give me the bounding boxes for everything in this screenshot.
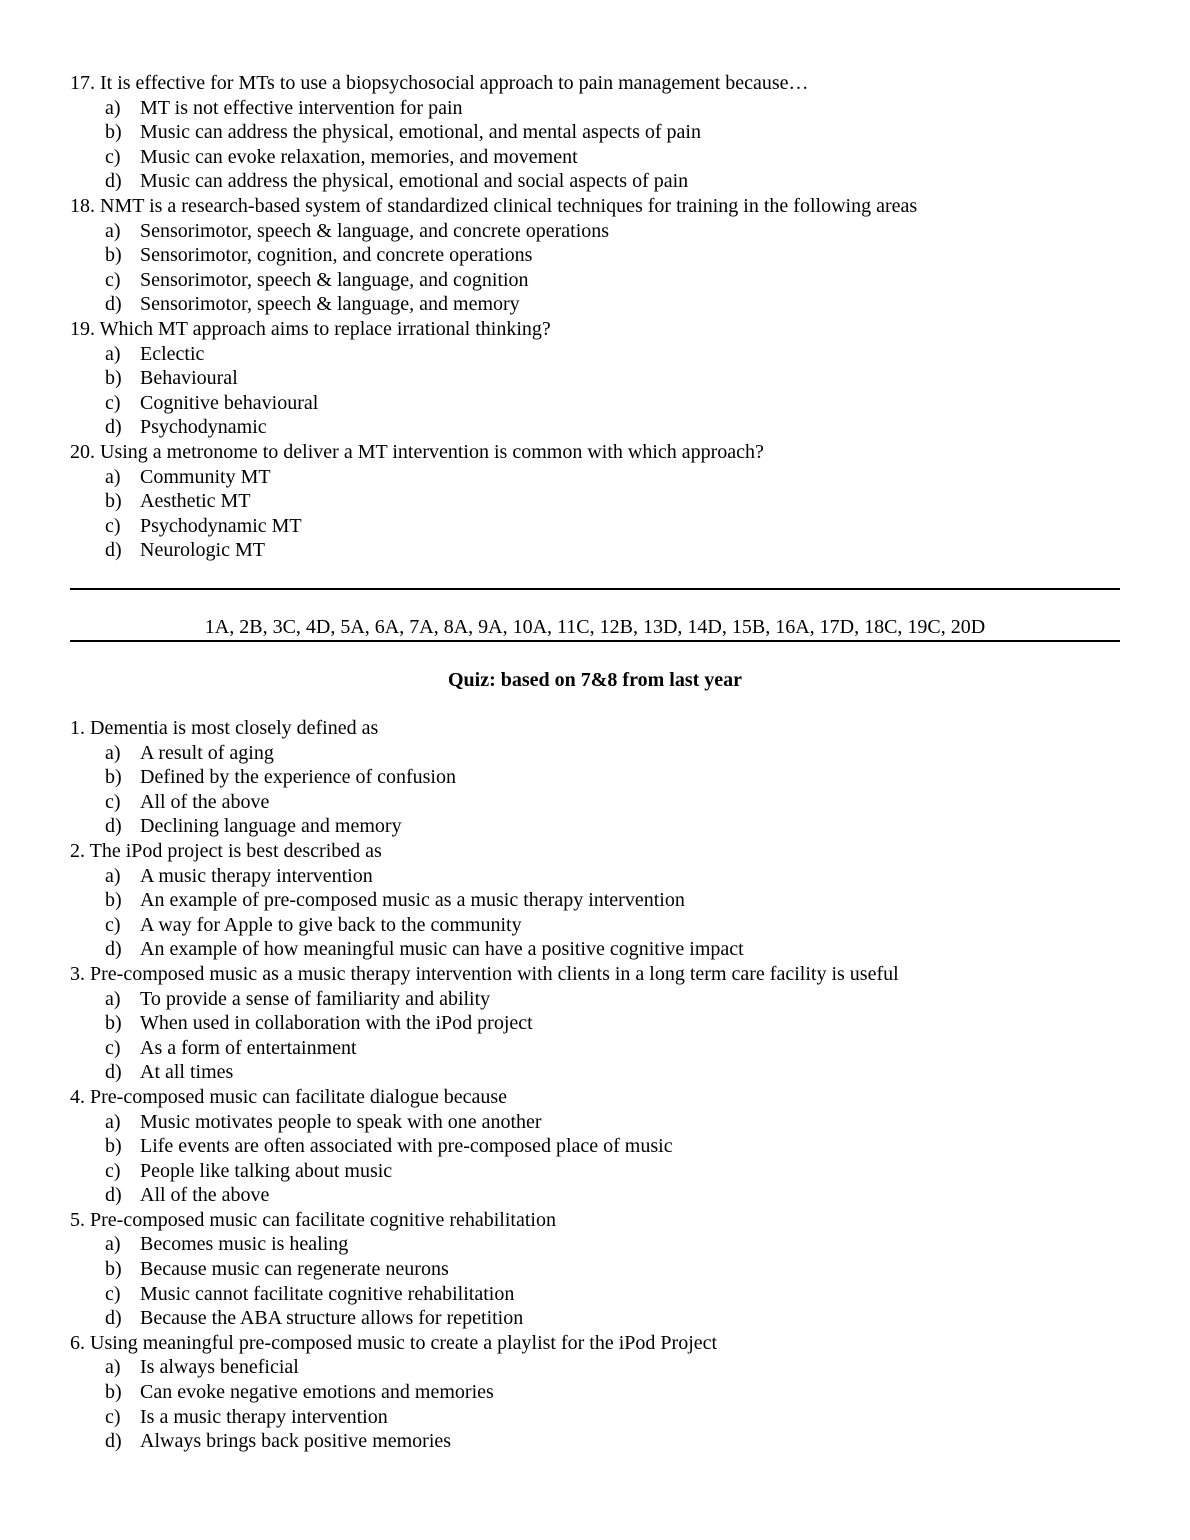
option-a xyxy=(70,1355,1120,1380)
quiz-title: Quiz: based on 7&8 from last year xyxy=(447,669,743,691)
option-text: Defined by the experience of confusion xyxy=(140,766,456,789)
option-letter: c) xyxy=(105,268,121,291)
question-text: 4. Pre-composed music can facilitate dialogue because xyxy=(70,1085,508,1108)
option-d xyxy=(70,1306,1120,1331)
option-c xyxy=(70,145,1120,170)
option-letter: c) xyxy=(105,391,121,414)
option-letter: b) xyxy=(105,1135,122,1158)
option-b xyxy=(70,765,1120,790)
option-text: Becomes music is healing xyxy=(140,1233,349,1256)
option-a xyxy=(70,219,1120,244)
option-letter: c) xyxy=(105,514,121,537)
option-text: All of the above xyxy=(140,1184,270,1207)
option-text: People like talking about music xyxy=(140,1159,393,1182)
option-text: As a form of entertainment xyxy=(140,1036,357,1059)
option-c xyxy=(70,268,1120,293)
option-letter: d) xyxy=(105,1061,122,1084)
question-1 xyxy=(70,716,1120,839)
option-letter: b) xyxy=(105,367,122,390)
option-letter: a) xyxy=(105,1233,121,1256)
divider-bottom xyxy=(70,640,1120,642)
option-text: A way for Apple to give back to the community xyxy=(140,913,522,936)
option-letter: c) xyxy=(105,1405,121,1428)
option-letter: a) xyxy=(105,96,121,119)
option-letter: c) xyxy=(105,1159,121,1182)
option-c xyxy=(70,790,1120,815)
question-3 xyxy=(70,962,1120,1085)
option-letter: a) xyxy=(105,219,121,242)
option-a xyxy=(70,741,1120,766)
option-letter: b) xyxy=(105,766,122,789)
option-letter: a) xyxy=(105,342,121,365)
option-letter: d) xyxy=(105,293,122,316)
option-d xyxy=(70,1060,1120,1085)
option-letter: a) xyxy=(105,1356,121,1379)
option-letter: c) xyxy=(105,1282,121,1305)
question-text: 5. Pre-composed music can facilitate cognitive rehabilitation xyxy=(70,1208,556,1231)
question-list-part-2 xyxy=(70,716,1120,1454)
option-c xyxy=(70,391,1120,416)
option-a xyxy=(70,1110,1120,1135)
option-letter: a) xyxy=(105,987,121,1010)
option-letter: d) xyxy=(105,938,122,961)
option-c xyxy=(70,1159,1120,1184)
option-letter: d) xyxy=(105,170,122,193)
option-text: Neurologic MT xyxy=(140,539,265,562)
option-letter: a) xyxy=(105,465,121,488)
option-text: To provide a sense of familiarity and ability xyxy=(140,987,491,1010)
option-text: Music cannot facilitate cognitive rehabilitation xyxy=(140,1282,515,1305)
option-letter: c) xyxy=(105,790,121,813)
question-17 xyxy=(70,71,1120,194)
option-d xyxy=(70,1429,1120,1454)
option-text: Sensorimotor, speech & language, and concrete operations xyxy=(140,219,610,242)
option-text: An example of pre-composed music as a music therapy intervention xyxy=(140,889,685,912)
option-c xyxy=(70,1405,1120,1430)
option-letter: b) xyxy=(105,1258,122,1281)
option-text: Behavioural xyxy=(140,367,238,390)
option-b xyxy=(70,1380,1120,1405)
option-text: MT is not effective intervention for pain xyxy=(140,96,463,119)
option-text: All of the above xyxy=(140,790,270,813)
option-text: Music can evoke relaxation, memories, and movement xyxy=(140,145,578,168)
option-b xyxy=(70,1134,1120,1159)
option-letter: d) xyxy=(105,416,122,439)
option-letter: d) xyxy=(105,1307,122,1330)
option-b xyxy=(70,489,1120,514)
option-c xyxy=(70,913,1120,938)
option-letter: b) xyxy=(105,490,122,513)
option-text: Life events are often associated with pre-composed place of music xyxy=(140,1135,673,1158)
question-4 xyxy=(70,1085,1120,1208)
option-text: At all times xyxy=(140,1061,234,1084)
option-b xyxy=(70,1011,1120,1036)
option-d xyxy=(70,814,1120,839)
option-c xyxy=(70,514,1120,539)
option-letter: a) xyxy=(105,1110,121,1133)
option-text: Is a music therapy intervention xyxy=(140,1405,388,1428)
question-text: 18. NMT is a research-based system of standardized clinical techniques for training in the following areas xyxy=(70,194,918,217)
option-b xyxy=(70,888,1120,913)
option-text: Cognitive behavioural xyxy=(140,391,319,414)
option-a xyxy=(70,96,1120,121)
option-text: Psychodynamic MT xyxy=(140,514,302,537)
option-letter: c) xyxy=(105,913,121,936)
option-c xyxy=(70,1282,1120,1307)
option-d xyxy=(70,169,1120,194)
question-text: 6. Using meaningful pre-composed music to create a playlist for the iPod Project xyxy=(70,1331,718,1354)
option-d xyxy=(70,1183,1120,1208)
option-text: Sensorimotor, speech & language, and memory xyxy=(140,293,520,316)
option-text: Music can address the physical, emotional, and mental aspects of pain xyxy=(140,121,701,144)
question-18 xyxy=(70,194,1120,317)
option-text: Eclectic xyxy=(140,342,205,365)
option-d xyxy=(70,415,1120,440)
question-6 xyxy=(70,1331,1120,1454)
option-b xyxy=(70,366,1120,391)
option-text: Can evoke negative emotions and memories xyxy=(140,1381,494,1404)
option-text: Because the ABA structure allows for repetition xyxy=(140,1307,524,1330)
option-text: Music motivates people to speak with one another xyxy=(140,1110,542,1133)
question-text: 3. Pre-composed music as a music therapy intervention with clients in a long term care facility is useful xyxy=(70,962,899,985)
option-text: When used in collaboration with the iPod project xyxy=(140,1012,533,1035)
option-text: Because music can regenerate neurons xyxy=(140,1258,449,1281)
option-letter: d) xyxy=(105,1184,122,1207)
option-letter: b) xyxy=(105,121,122,144)
option-d xyxy=(70,937,1120,962)
option-letter: c) xyxy=(105,1036,121,1059)
question-text: 2. The iPod project is best described as xyxy=(70,839,382,862)
option-letter: b) xyxy=(105,244,122,267)
option-text: A music therapy intervention xyxy=(140,864,373,887)
option-letter: c) xyxy=(105,145,121,168)
option-letter: a) xyxy=(105,741,121,764)
question-text: 1. Dementia is most closely defined as xyxy=(70,717,379,739)
option-text: Aesthetic MT xyxy=(140,490,251,513)
question-19 xyxy=(70,317,1120,440)
option-a xyxy=(70,987,1120,1012)
option-a xyxy=(70,864,1120,889)
option-a xyxy=(70,342,1120,367)
option-d xyxy=(70,538,1120,563)
option-d xyxy=(70,292,1120,317)
question-20 xyxy=(70,440,1120,563)
option-b xyxy=(70,243,1120,268)
option-letter: b) xyxy=(105,1012,122,1035)
option-text: Community MT xyxy=(140,465,271,488)
option-text: Is always beneficial xyxy=(140,1356,299,1379)
option-letter: b) xyxy=(105,1381,122,1404)
option-text: Declining language and memory xyxy=(140,815,402,838)
question-text: 20. Using a metronome to deliver a MT intervention is common with which approach? xyxy=(70,440,764,463)
question-2 xyxy=(70,839,1120,962)
option-letter: d) xyxy=(105,815,122,838)
option-text: Sensorimotor, cognition, and concrete operations xyxy=(140,244,533,267)
option-letter: a) xyxy=(105,864,121,887)
option-b xyxy=(70,1257,1120,1282)
answer-key: 1A, 2B, 3C, 4D, 5A, 6A, 7A, 8A, 9A, 10A, 11C, 12B, 13D, 14D, 15B, 16A, 17D, 18C, 19C, 20D xyxy=(204,616,986,638)
option-text: Psychodynamic xyxy=(140,416,267,439)
option-b xyxy=(70,120,1120,145)
option-text: Sensorimotor, speech & language, and cognition xyxy=(140,268,529,291)
option-a xyxy=(70,465,1120,490)
option-text: A result of aging xyxy=(140,741,274,764)
divider-top xyxy=(70,588,1120,590)
question-text: 19. Which MT approach aims to replace irrational thinking? xyxy=(70,317,551,340)
option-text: Always brings back positive memories xyxy=(140,1430,452,1453)
option-letter: b) xyxy=(105,889,122,912)
option-letter: d) xyxy=(105,539,122,562)
option-text: Music can address the physical, emotional and social aspects of pain xyxy=(140,170,689,193)
question-text: 17. It is effective for MTs to use a biopsychosocial approach to pain management because… xyxy=(70,72,809,94)
option-text: An example of how meaningful music can have a positive cognitive impact xyxy=(140,938,744,961)
option-a xyxy=(70,1232,1120,1257)
question-list-part-1 xyxy=(70,71,1120,563)
question-5 xyxy=(70,1208,1120,1331)
option-letter: d) xyxy=(105,1430,122,1453)
option-c xyxy=(70,1036,1120,1061)
